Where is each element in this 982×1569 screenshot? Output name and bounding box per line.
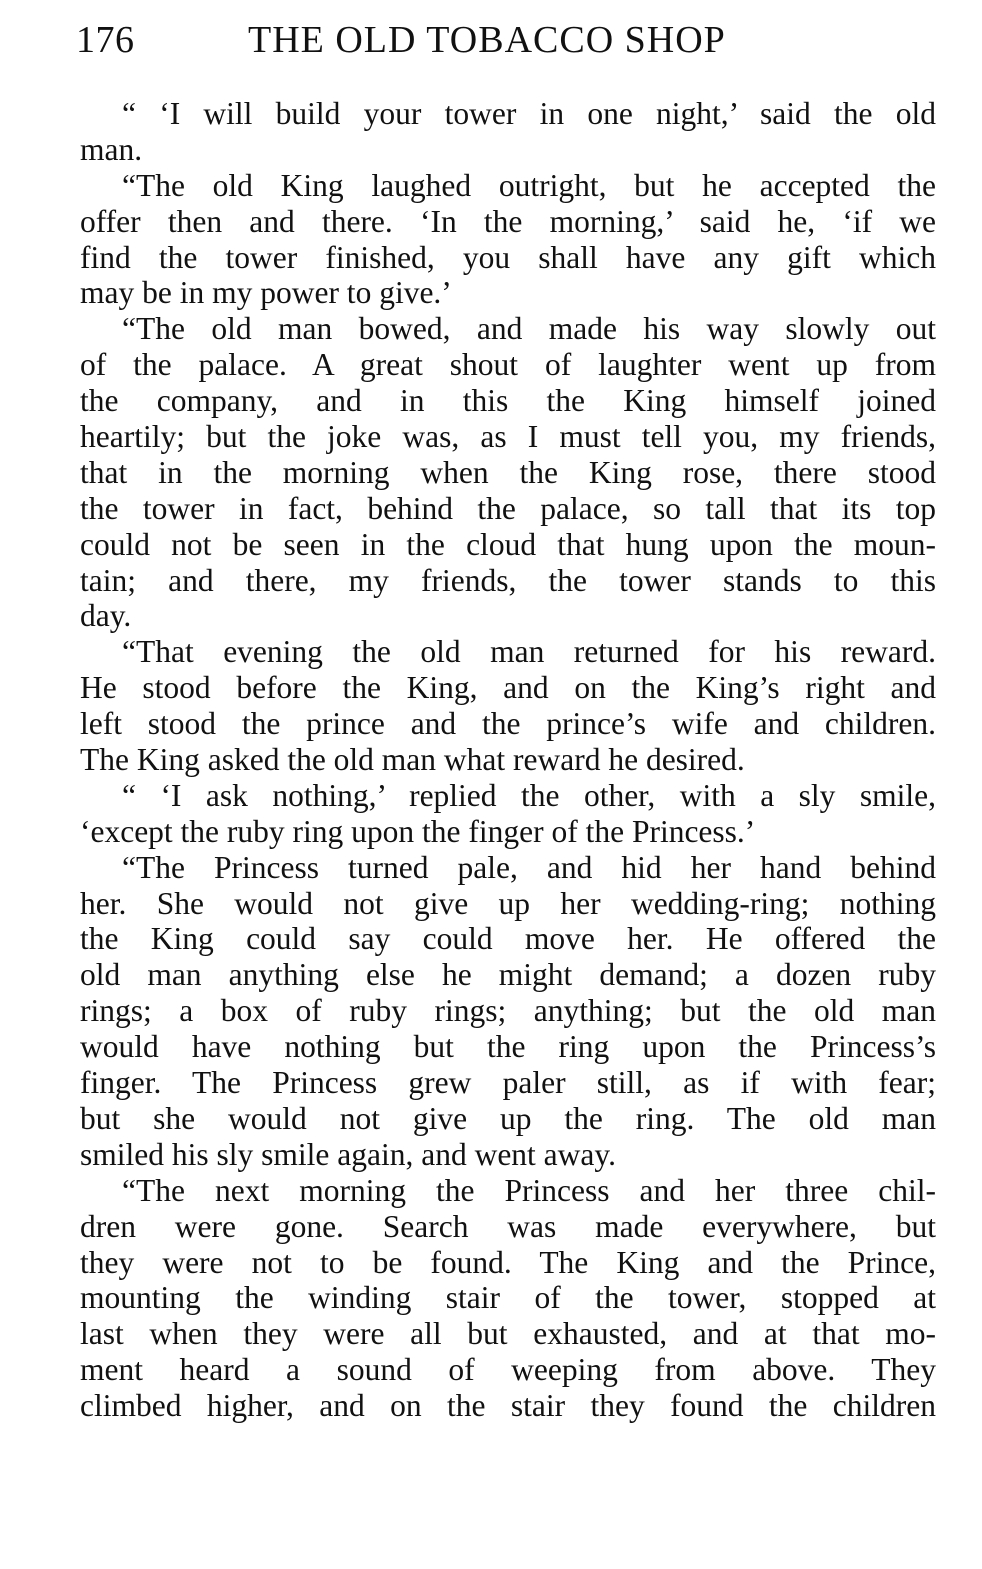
body-text [80,96,936,1424]
text-line: ‘except the ruby ring upon the finger of the Princess.’ [80,813,756,849]
text-line: “ ‘I will build your tower in one night,’ said the old [122,96,936,131]
text-line: rings; a box of ruby rings; anything; but the old man [80,993,936,1029]
text-line: may be in my power to give.’ [80,275,452,311]
text-line: “The next morning the Princess and her three chil- [122,1172,936,1208]
text-line: ment heard a sound of weeping from above. They [80,1352,936,1388]
text-line: day. [80,598,132,634]
text-line: the King could say could move her. He offered the [80,921,936,957]
text-line: mounting the winding stair of the tower, stopped at [80,1280,936,1316]
text-line: last when they were all but exhausted, and at that mo- [80,1316,936,1352]
text-line: her. She would not give up her wedding-ring; nothing [80,885,936,921]
text-line: The King asked the old man what reward he desired. [80,742,745,778]
text-line: offer then and there. ‘In the morning,’ said he, ‘if we [80,203,936,239]
text-line: heartily; but the joke was, as I must tell you, my friends, [80,419,936,455]
text-line: they were not to be found. The King and the Prince, [80,1244,936,1280]
text-line: the tower in fact, behind the palace, so tall that its top [80,490,936,526]
text-line: the company, and in this the King himself joined [80,383,936,419]
text-line: “ ‘I ask nothing,’ replied the other, with a sly smile, [122,777,936,813]
text-line: climbed higher, and on the stair they found the children [80,1388,936,1424]
running-title: THE OLD TOBACCO SHOP [248,19,726,61]
text-line: tain; and there, my friends, the tower stands to this [80,562,936,598]
text-line: “The Princess turned pale, and hid her hand behind [122,849,936,885]
text-line: but she would not give up the ring. The old man [80,1100,936,1136]
text-line: left stood the prince and the prince’s wife and children. [80,706,936,742]
page-number: 176 [76,19,135,61]
text-line: could not be seen in the cloud that hung upon the moun- [80,526,936,562]
text-line: “The old man bowed, and made his way slowly out [122,311,936,347]
text-line: He stood before the King, and on the King’s right and [80,670,936,706]
page-header [76,12,936,68]
text-line: dren were gone. Search was made everywhere, but [80,1208,936,1244]
text-line: man. [80,131,143,167]
text-line: “That evening the old man returned for his reward. [122,634,936,670]
text-line: “The old King laughed outright, but he accepted the [122,167,936,203]
text-line: would have nothing but the ring upon the Princess’s [80,1029,936,1065]
text-line: that in the morning when the King rose, there stood [80,454,936,490]
text-line: old man anything else he might demand; a dozen ruby [80,957,936,993]
text-line: find the tower finished, you shall have any gift which [80,239,936,275]
text-line: smiled his sly smile again, and went away. [80,1136,616,1172]
text-line: of the palace. A great shout of laughter went up from [80,347,936,383]
text-line: finger. The Princess grew paler still, as if with fear; [80,1065,936,1101]
